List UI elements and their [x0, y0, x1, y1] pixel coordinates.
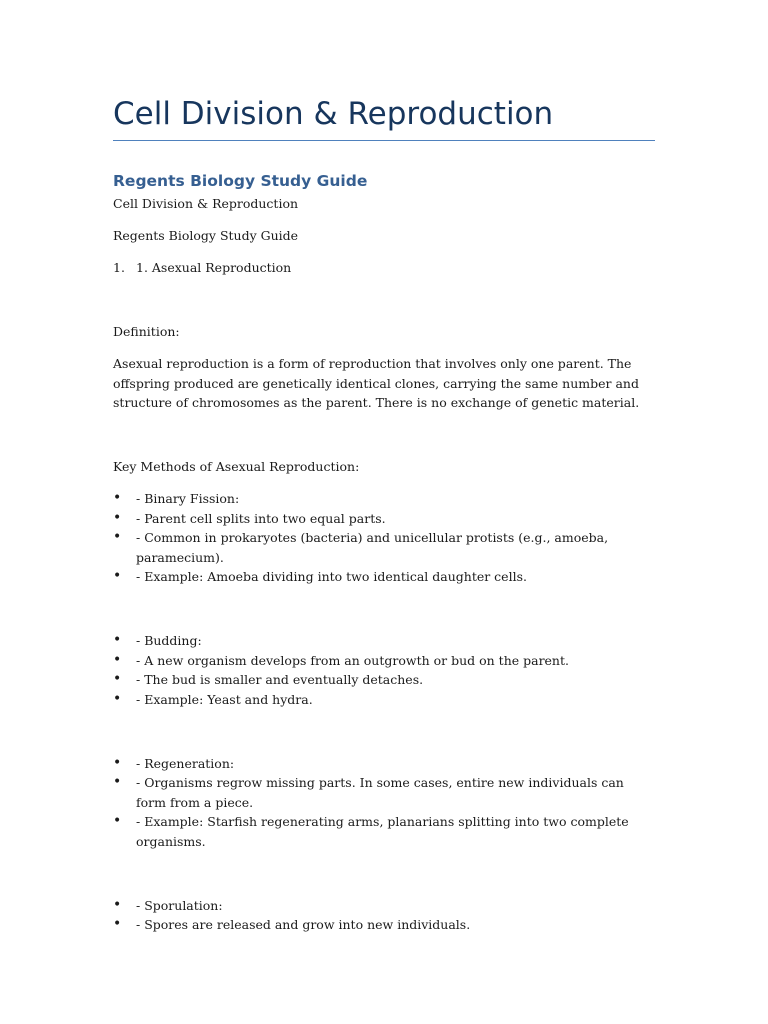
bullet-list-sporulation: [113, 896, 655, 935]
list-item: [113, 812, 655, 851]
list-item: [113, 690, 655, 710]
bullet-icon: •: [113, 896, 122, 913]
list-item: [113, 896, 655, 916]
list-item-text: - Example: Starfish regenerating arms, planarians splitting into two complete organisms.: [136, 814, 629, 849]
bullet-icon: •: [113, 671, 122, 687]
bullet-icon: •: [113, 774, 122, 790]
bullet-list-regeneration: [113, 754, 655, 852]
bullet-icon: •: [113, 754, 122, 771]
bullet-icon: •: [113, 916, 122, 932]
document-title: Cell Division & Reproduction: [113, 92, 655, 141]
section-number: 1.: [113, 260, 125, 275]
list-item-text: - Sporulation:: [136, 897, 223, 913]
intro-line-title: Cell Division & Reproduction: [113, 196, 299, 211]
intro-line-subtitle: Regents Biology Study Guide: [113, 228, 299, 243]
document-page: [113, 92, 655, 947]
definition-text: Asexual reproduction is a form of reproduction that involves only one parent. The offspring produced are genetically identical clones, carrying the same number and structure of chromosomes as the parent. There is no exchange of genetic material.: [113, 356, 640, 410]
list-item-text: - The bud is smaller and eventually detaches.: [136, 672, 424, 687]
bullet-icon: •: [113, 509, 122, 526]
list-item-text: - Example: Amoeba dividing into two identical daughter cells.: [136, 569, 527, 584]
bullet-icon: •: [113, 632, 122, 648]
list-item-text: - A new organism develops from an outgrowth or bud on the parent.: [136, 652, 569, 668]
bullet-icon: •: [113, 490, 122, 506]
list-item: [113, 631, 655, 651]
spacer: [113, 722, 655, 754]
bullet-list-budding: [113, 631, 655, 709]
document-subtitle: Regents Biology Study Guide: [113, 172, 368, 190]
list-item: [113, 651, 655, 671]
list-item: [113, 915, 655, 935]
list-item-text: - Parent cell splits into two equal parts.: [136, 510, 386, 526]
list-item-text: - Example: Yeast and hydra.: [136, 691, 313, 707]
list-item-text: - Organisms regrow missing parts. In some cases, entire new individuals can form from a piece.: [136, 775, 624, 810]
section-heading-text: 1. Asexual Reproduction: [136, 260, 292, 275]
list-item: [113, 567, 655, 587]
list-item-text: - Budding:: [136, 633, 202, 648]
spacer: [113, 290, 655, 322]
methods-label: Key Methods of Asexual Reproduction:: [113, 459, 360, 474]
list-item: [113, 509, 655, 529]
spacer: [113, 425, 655, 457]
section-heading-asexual: [113, 258, 655, 278]
list-item: [113, 670, 655, 690]
bullet-icon: •: [113, 651, 122, 668]
spacer: [113, 599, 655, 631]
list-item-text: - Common in prokaryotes (bacteria) and unicellular protists (e.g., amoeba, paramecium).: [136, 530, 609, 565]
bullet-icon: •: [113, 529, 122, 545]
bullet-icon: •: [113, 690, 122, 707]
list-item: [113, 528, 655, 567]
spacer: [113, 864, 655, 896]
list-item: [113, 754, 655, 774]
bullet-icon: •: [113, 813, 122, 829]
definition-label: Definition:: [113, 324, 180, 339]
bullet-list-binary-fission: [113, 489, 655, 587]
list-item: [113, 773, 655, 812]
list-item-text: - Regeneration:: [136, 755, 235, 771]
list-item-text: - Spores are released and grow into new individuals.: [136, 917, 471, 932]
bullet-icon: •: [113, 568, 122, 584]
list-item-text: - Binary Fission:: [136, 491, 240, 506]
list-item: [113, 489, 655, 509]
